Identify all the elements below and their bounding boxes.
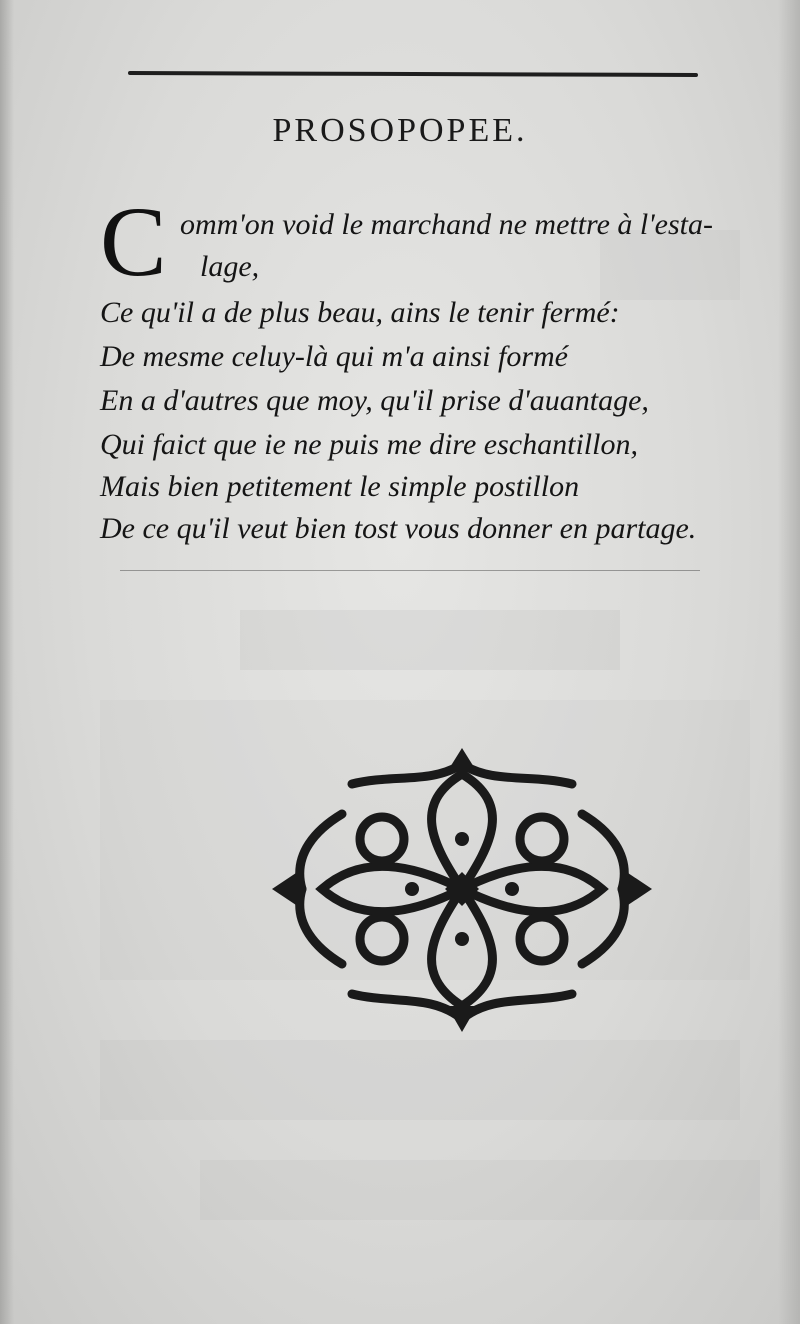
bottom-rule [120, 570, 700, 571]
poem-line: lage, [200, 250, 260, 283]
poem-line: Ce qu'il a de plus beau, ains le tenir fermé: [100, 296, 620, 329]
poem-line: Mais bien petitement le simple postillon [100, 470, 580, 503]
poem-line: omm'on void le marchand ne mettre à l'esta- [180, 208, 713, 241]
page-title: PROSOPOPEE. [272, 112, 528, 149]
poem-line: En a d'autres que moy, qu'il prise d'auantage, [100, 384, 649, 417]
poem-line: Qui faict que ie ne puis me dire eschantillon, [100, 428, 638, 461]
page-edge-shadow-left [0, 0, 14, 1324]
top-rule [128, 71, 698, 77]
poem-line: De ce qu'il veut bien tost vous donner en partage. [100, 512, 697, 545]
drop-cap: C [100, 186, 167, 297]
poem-line: De mesme celuy-là qui m'a ainsi formé [100, 340, 568, 373]
fleuron-ornament-icon [262, 744, 662, 1034]
page-edge-shadow-right [778, 0, 800, 1324]
